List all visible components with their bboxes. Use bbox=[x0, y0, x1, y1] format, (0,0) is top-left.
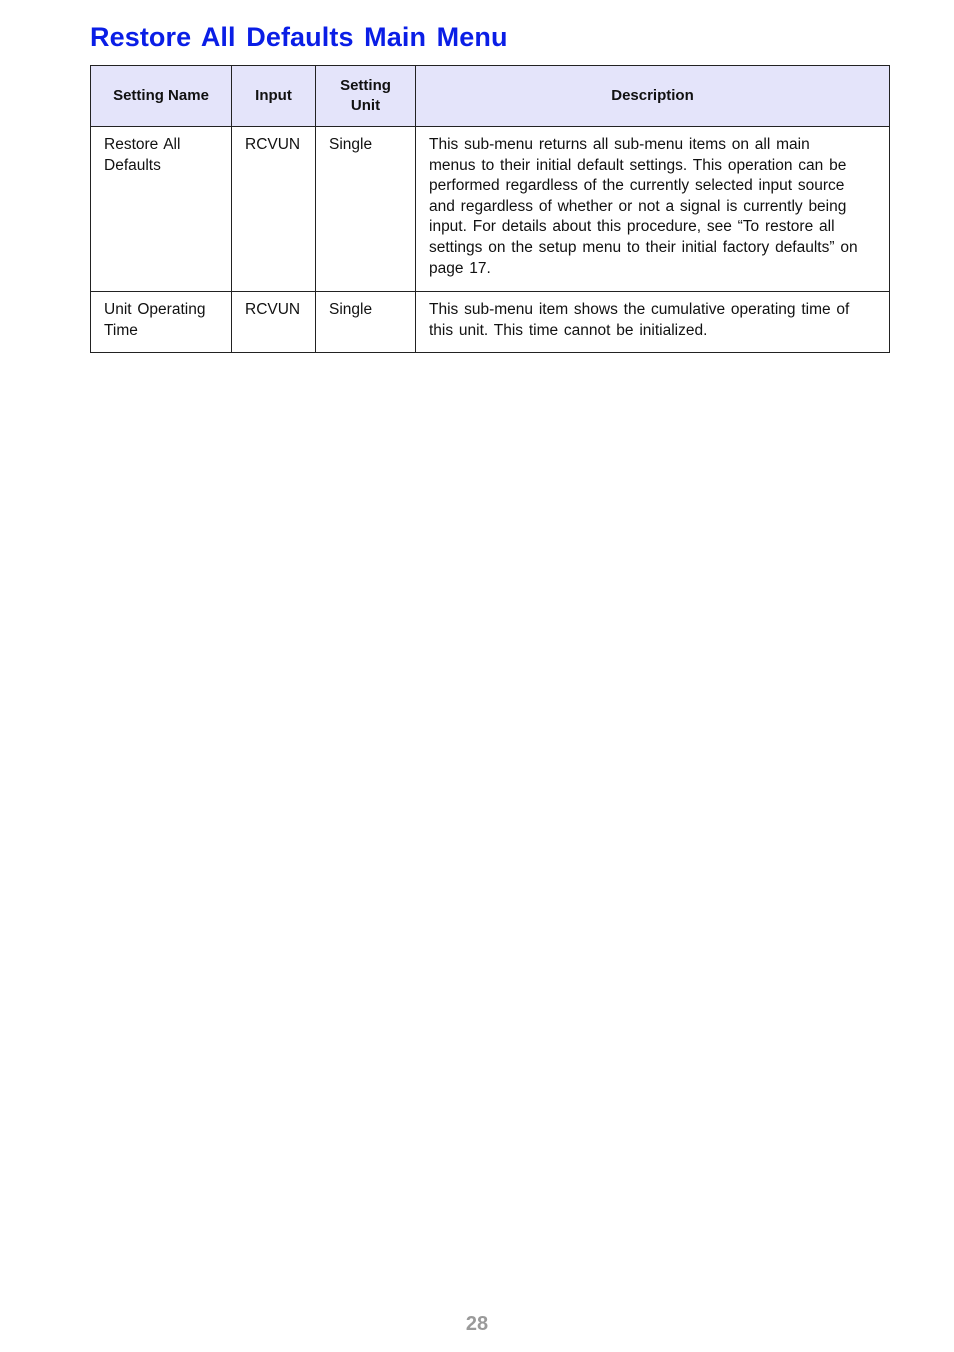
table-row bbox=[91, 292, 890, 353]
header-input: Input bbox=[232, 66, 316, 127]
cell-description: This sub-menu item shows the cumulative operating time of this unit. This time cannot be initialized. bbox=[416, 292, 890, 353]
cell-setting-name: Unit Operating Time bbox=[91, 292, 232, 353]
cell-description: This sub-menu returns all sub-menu items on all main menus to their initial default settings. This operation can be performed regardless of the currently selected input source and regardless of whether or not a signal is currently being input. For details about this procedure, see “To restore all settings on the setup menu to their initial factory defaults” on page 17. bbox=[416, 127, 890, 292]
cell-input: RCVUN bbox=[232, 127, 316, 292]
page-title: Restore All Defaults Main Menu bbox=[90, 22, 508, 52]
page-number: 28 bbox=[465, 1313, 489, 1335]
header-setting-name: Setting Name bbox=[91, 66, 232, 127]
cell-input: RCVUN bbox=[232, 292, 316, 353]
table-row bbox=[91, 127, 890, 292]
cell-setting-unit: Single bbox=[316, 292, 416, 353]
header-description: Description bbox=[416, 66, 890, 127]
table-header-row bbox=[91, 66, 890, 127]
header-setting-unit: Setting Unit bbox=[316, 66, 416, 127]
cell-setting-name: Restore All Defaults bbox=[91, 127, 232, 292]
settings-table bbox=[90, 65, 890, 353]
cell-setting-unit: Single bbox=[316, 127, 416, 292]
